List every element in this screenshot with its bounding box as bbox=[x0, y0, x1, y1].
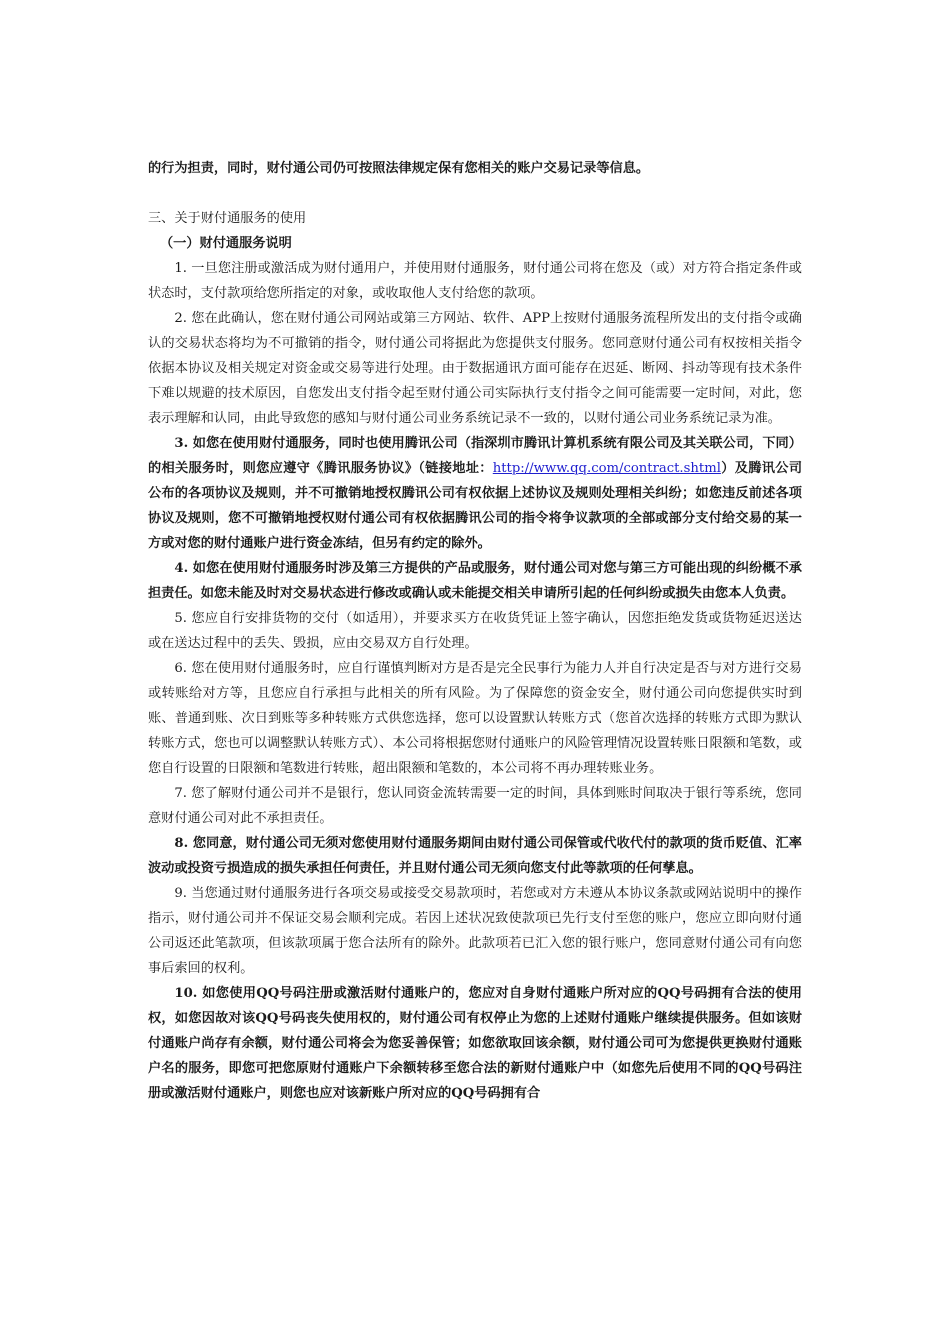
clause-3-text-after-link: ）及腾讯公司公布的各项协议及规则，并不可撤销地授权腾讯公司有权依据上述协议及规则处理相关纠纷；如您违反前述各项协议及规则，您不可撤销地授权财付通公司有权依据腾讯公司的指令将争议款项的全部或部分支付给交易的某一方或对您的财付通账户进行资金冻结，但另有约定的除外。 bbox=[148, 461, 803, 551]
carryover-paragraph: 的行为担责，同时，财付通公司仍可按照法律规定保有您相关的账户交易记录等信息。 bbox=[148, 161, 650, 176]
clause-6: 6. 您在使用财付通服务时，应自行谨慎判断对方是否是完全民事行为能力人并自行决定是否与对方进行交易或转账给对方等，且您应自行承担与此相关的所有风险。为了保障您的资金安全，财付通公司向您提供实时到账、普通到账、次日到账等多种转账方式供您选择，您可以设置默认转账方式（您首次选择的转账方式即为默认转账方式，您也可以调整默认转账方式）、本公司将根据您财付通账户的风险管理情况设置转账日限额和笔数，或您自行设置的日限额和笔数进行转账，超出限额和笔数的，本公司将不再办理转账业务。 bbox=[148, 661, 802, 776]
clause-8: 8. 您同意，财付通公司无须对您使用财付通服务期间由财付通公司保管或代收代付的款项的货币贬值、汇率波动或投资亏损造成的损失承担任何责任，并且财付通公司无须向您支付此等款项的任何孳息。 bbox=[148, 836, 802, 876]
clause-4: 4. 如您在使用财付通服务时涉及第三方提供的产品或服务，财付通公司对您与第三方可能出现的纠纷概不承担责任。如您未能及时对交易状态进行修改或确认或未能提交相关申请所引起的任何纠纷或损失由您本人负责。 bbox=[148, 561, 802, 601]
clause-5: 5. 您应自行安排货物的交付（如适用），并要求买方在收货凭证上签字确认，因您拒绝发货或货物延迟送达或在送达过程中的丢失、毁损，应由交易双方自行处理。 bbox=[148, 611, 802, 651]
document-page bbox=[148, 156, 802, 1106]
clause-2: 2. 您在此确认，您在财付通公司网站或第三方网站、软件、APP上按财付通服务流程所发出的支付指令或确认的交易状态将均为不可撤销的指令，财付通公司将据此为您提供支付服务。您同意财付通公司有权按相关指令依据本协议及相关规定对资金或交易等进行处理。由于数据通讯方面可能存在迟延、断网、抖动等现有技术条件下难以规避的技术原因，自您发出支付指令起至财付通公司实际执行支付指令之间可能需要一定时间，对此，您表示理解和认同，由此导致您的感知与财付通公司业务系统记录不一致的，以财付通公司业务系统记录为准。 bbox=[148, 311, 802, 426]
clause-3-text-before-link: 3. 如您在使用财付通服务，同时也使用腾讯公司（指深圳市腾讯计算机系统有限公司及其关联公司，下同）的相关服务时，则您应遵守《腾讯服务协议》（链接地址： bbox=[148, 436, 802, 476]
clause-1: 1. 一旦您注册或激活成为财付通用户，并使用财付通服务，财付通公司将在您及（或）对方符合指定条件或状态时，支付款项给您所指定的对象，或收取他人支付给您的款项。 bbox=[148, 261, 802, 301]
spacer bbox=[148, 181, 802, 206]
tencent-contract-link[interactable]: http://www.qq.com/contract.shtml bbox=[492, 461, 721, 476]
subsection-heading: （一）财付通服务说明 bbox=[160, 236, 292, 251]
clause-9: 9. 当您通过财付通服务进行各项交易或接受交易款项时，若您或对方未遵从本协议条款或网站说明中的操作指示，财付通公司并不保证交易会顺利完成。若因上述状况致使款项已先行支付至您的账户，您应立即向财付通公司返还此笔款项，但该款项属于您合法所有的除外。此款项若已汇入您的银行账户，您同意财付通公司有向您事后索回的权利。 bbox=[148, 886, 802, 976]
clause-10: 10. 如您使用QQ号码注册或激活财付通账户的，您应对自身财付通账户所对应的QQ号码拥有合法的使用权，如您因故对该QQ号码丧失使用权的，财付通公司有权停止为您的上述财付通账户继续提供服务。但如该财付通账户尚存有余额，财付通公司将会为您妥善保管；如您欲取回该余额，财付通公司可为您提供更换财付通账户名的服务，即您可把您原财付通账户下余额转移至您合法的新财付通账户中（如您先后使用不同的QQ号码注册或激活财付通账户，则您也应对该新账户所对应的QQ号码拥有合 bbox=[148, 986, 802, 1101]
clause-3 bbox=[148, 431, 802, 556]
section-heading: 三、关于财付通服务的使用 bbox=[148, 211, 307, 226]
clause-7: 7. 您了解财付通公司并不是银行，您认同资金流转需要一定的时间，具体到账时间取决于银行等系统，您同意财付通公司对此不承担责任。 bbox=[148, 786, 802, 826]
